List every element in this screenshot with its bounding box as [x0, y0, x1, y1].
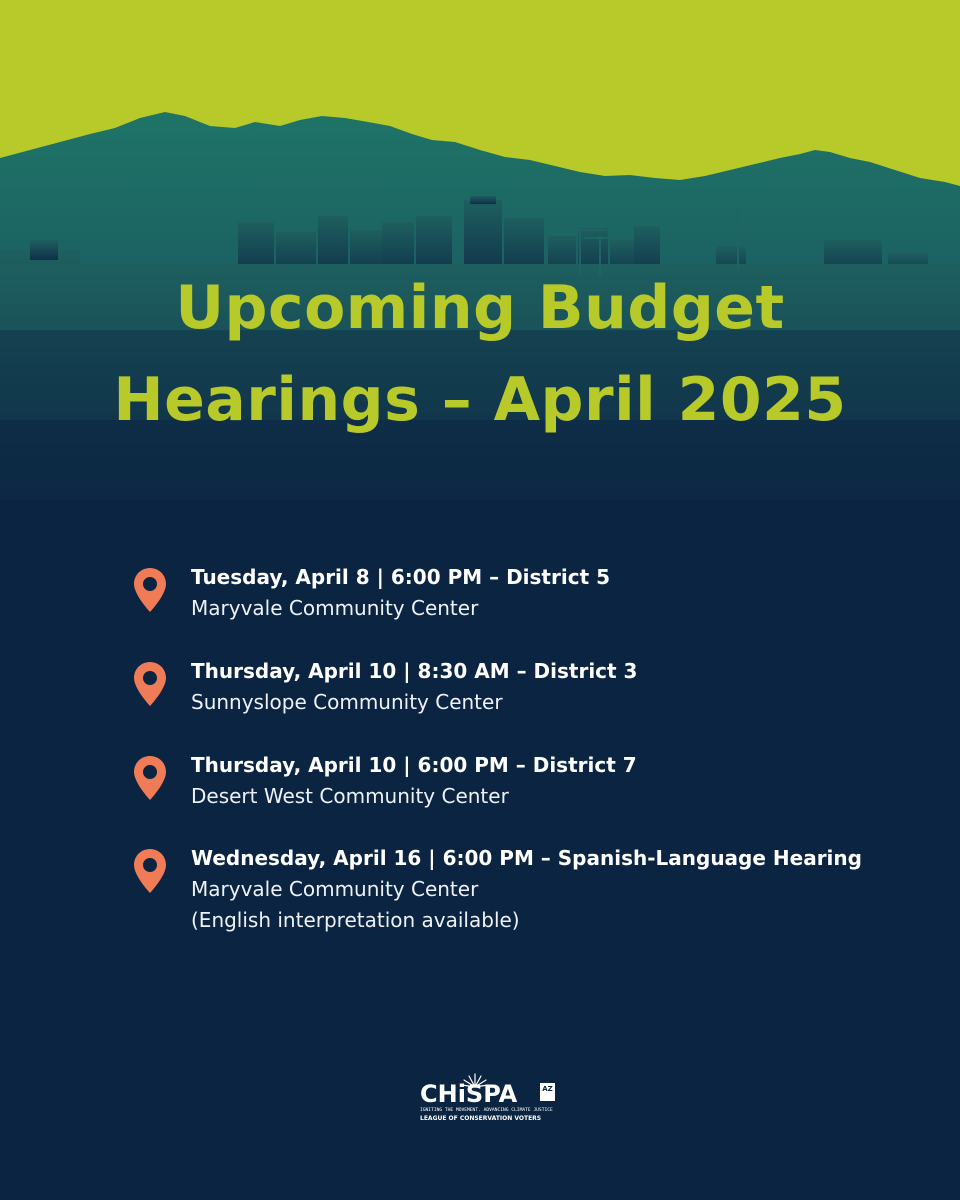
hearing-note: (English interpretation available): [191, 908, 520, 932]
logo-wordmark: CHiSPA: [420, 1080, 518, 1108]
map-pin-icon: [132, 754, 168, 802]
logo-organization: LEAGUE OF CONSERVATION VOTERS: [420, 1115, 542, 1122]
hearing-location: Maryvale Community Center: [191, 877, 479, 901]
map-pin-icon: [132, 847, 168, 895]
map-pin-icon: [132, 660, 168, 708]
logo-state-badge: AZ: [540, 1083, 555, 1101]
title-line-1: Upcoming Budget: [175, 273, 785, 343]
hearing-datetime: Thursday, April 10 | 6:00 PM – District 7: [191, 753, 637, 777]
title-line-2: Hearings – April 2025: [113, 365, 847, 435]
chispa-logo: [416, 1072, 556, 1130]
hearing-location: Maryvale Community Center: [191, 596, 479, 620]
hearing-datetime: Tuesday, April 8 | 6:00 PM – District 5: [191, 565, 611, 589]
hearing-datetime: Thursday, April 10 | 8:30 AM – District 3: [191, 659, 638, 683]
page-title: [0, 262, 960, 446]
hero-banner: [0, 0, 960, 500]
map-pin-icon: [132, 566, 168, 614]
hearing-location: Sunnyslope Community Center: [191, 690, 503, 714]
hearing-location: Desert West Community Center: [191, 784, 509, 808]
logo-tagline: IGNITING THE MOVEMENT. ADVANCING CLIMATE JUSTICE: [420, 1108, 553, 1113]
hearing-datetime: Wednesday, April 16 | 6:00 PM – Spanish-Language Hearing: [191, 846, 862, 870]
